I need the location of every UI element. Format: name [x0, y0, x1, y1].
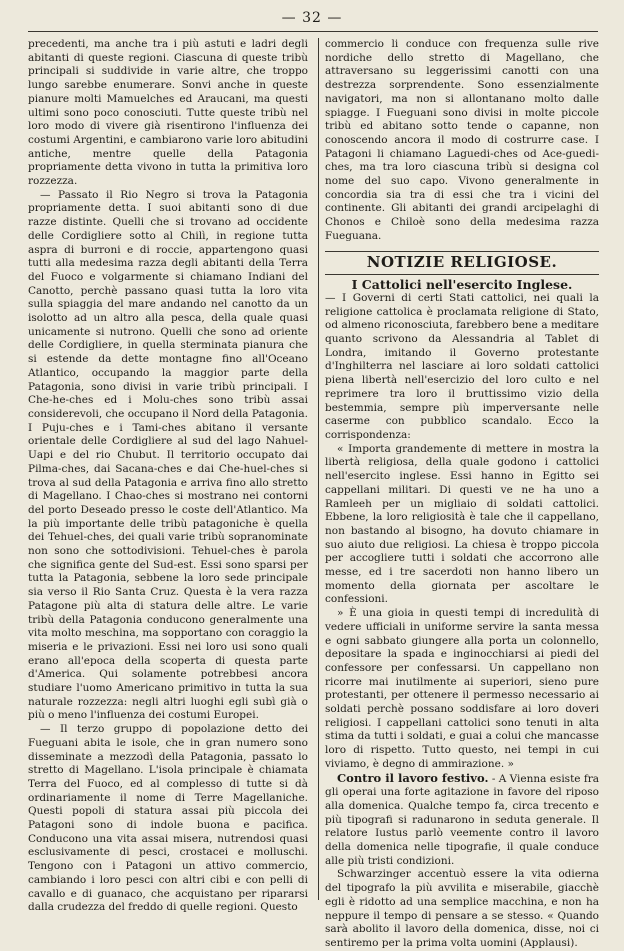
- header-rule: [28, 31, 598, 32]
- left-column: [28, 38, 308, 914]
- article1-paragraph-2: « Importa grandemente di mettere in mostra la libertà religiosa, della quale godono i cattolici nell'esercito inglese. Essi hanno in Egitto sei cappellani militari. Di questi ve ne ha uno a Ramleeh per un migliaio di soldati cattolici. Ebbene, la loro religiosità è tale che il cappellano, non bastando al bisogno, ha dovuto chiamare in suo aiuto due religiosi. La chiesa è troppo piccola per accogliere tutti i soldati che accorrono alle messe, ed i tre sacerdoti non hanno libero un momento della giornata per ascoltare le confessioni.: [325, 442, 599, 606]
- left-paragraph-1: precedenti, ma anche tra i più astuti e ladri degli abitanti di queste regioni. Ciascuna di queste tribù principali si suddivide in varie altre, che troppo lungo sarebbe enumerare. Sonvi anche in queste pianure molti Mamuelches ed Araucani, ma questi ultimi sono poco conosciuti. Tutte queste tribù nel loro modo di vivere già risentirono l'influenza dei costumi Argentini, e cambiarono varie loro abitudini antiche, mentre quelle della Patagonia propriamente detta vivono in tutta la primitiva loro rozzezza.: [28, 38, 308, 188]
- left-paragraph-2: — Passato il Rio Negro si trova la Patagonia propriamente detta. I suoi abitanti sono di due razze distinte. Quelli che si trovano ad occidente delle Cordigliere sotto al Chilì, in regione tutta aspra di burroni e di roccie, appartengono quasi tutti alla medesima razza degli abitanti della Terra del Fuoco e volgarmente si chiamano Indiani del Canotto, perchè passano quasi tutta la loro vita sulla spiaggia del mare andando nel canotto da un isolotto ad un altro alla pesca, della quale quasi unicamente si nutrono. Quelli che sono ad oriente delle Cordigliere, in quella sterminata pianura che si estende da dette montagne fino all'Oceano Atlantico, occupando la maggior parte della Patagonia, sono divisi in varie tribù principali. I Che-he-ches ed i Molu-ches sono tribù assai considerevoli, che occupano il Nord della Patagonia. I Puju-ches e i Tami-ches abitano il versante orientale delle Cordigliere al sud del lago Nahuel-Uapi e del rio Chubut. Il territorio occupato dai Pilma-ches, dai Sacana-ches e dai Che-huel-ches si trova al sud della Patagonia e arriva fino allo stretto di Magellano. I Chao-ches si mostrano nei contorni del porto Deseado presso le coste dell'Atlantico. Ma la più importante delle tribù patagoniche è quella dei Tehuel-ches, dei quali varie tribù sopranominate non sono che sottodivisioni. Tehuel-ches è parola che significa gente del Sud-est. Essi sono sparsi per tutta la Patagonia, sebbene la loro sede principale sia verso il Rio Santa Cruz. Questa è la vera razza Patagone più alta di statura delle altre. Le varie tribù della Patagonia conducono generalmente una vita molto meschina, ma sopportano con coraggio la miseria e le privazioni. Essi nei loro usi sono quali erano all'epoca della scoperta di questa parte d'America. Qui solamente potrebbesi ancora studiare l'uomo Americano primitivo in tutta la sua naturale rozzezza: negli altri luoghi egli subì già o più o meno l'influenza dei costumi Europei.: [28, 188, 308, 722]
- article2-lead-text: - A Vienna esiste fra gli operai una forte agitazione in favore del riposo alla domenica. Qualche tempo fa, circa trecento e più tipografi si radunarono in seduta generale. Il relatore Iustus parlò veemente contro il lavoro della domenica nelle tipografie, il quale conduce alle più tristi condizioni.: [325, 772, 600, 867]
- left-paragraph-3: — Il terzo gruppo di popolazione detto dei Fueguani abita le isole, che in gran numero sono disseminate a mezzodì della Patagonia, passato lo stretto di Magellano. L'isola principale è chiamata Terra del Fuoco, ed al complesso di tutte si dà ordinariamente il nome di Terre Magellaniche. Questi popoli di statura assai più piccola dei Patagoni sono di indole buona e pacifica. Conducono una vita assai misera, nutrendosi quasi esclusivamente di pesci, crostacei e molluschi. Tengono con i Patagoni un attivo commercio, cambiando i loro pesci con altri cibi e con pelli di cavallo e di guanaco, che acquistano per ripararsi dalla crudezza del freddo di quelle regioni. Questo: [28, 723, 308, 914]
- section-header: [325, 251, 599, 276]
- article1-paragraph-3: » È una gioia in questi tempi di incredulità di vedere ufficiali in uniforme servire la santa messa e ogni sabbato giungere alla porta un colonnello, depositare la spada e inginocchiarsi ai piedi del confessore per confessarsi. Un cappellano non ricorre mai inutilmente ai superiori, sieno pure protestanti, per ottenere il permesso necessario ai soldati perchè possano soddisfare ai loro doveri religiosi. I cappellani cattolici sono tenuti in alta stima da tutti i soldati, e guai a colui che mancasse loro di rispetto. Tutto questo, nei tempi in cui viviamo, è degno di ammirazione. »: [325, 607, 599, 770]
- article-title-lavoro-festivo: Contro il lavoro festivo.: [337, 770, 489, 785]
- section-title: NOTIZIE RELIGIOSE.: [366, 252, 558, 271]
- right-column: [318, 38, 600, 949]
- right-intro-paragraph: commercio li conduce con frequenza sulle rive nordiche dello stretto di Magellano, che attraversano su leggerissimi canotti con una destrezza sorprendente. Sono essenzialmente navigatori, ma non si allontanano molto dalle spiagge. I Fueguani sono divisi in molte piccole tribù ed abitano sotto tende o capanne, non conoscendo ancora il modo di costrurre case. I Patagoni li chiamano Laguedi-ches od Ace-guedi-ches, ma tra loro ciascuna tribù si designa col nome del suo capo. Vivono generalmente in concordia sia tra di essi che tra i vicini del continente. Gli abitanti dei grandi arcipelaghi di Chonos e Chiloè sono della medesima razza Fueguana.: [325, 38, 599, 242]
- page-number: — 32 —: [281, 10, 343, 26]
- article1-paragraph-1: — I Governi di certi Stati cattolici, nei quali la religione cattolica è proclamata religione di Stato, od almeno riconosciuta, farebbero bene a meditare quanto scrivono da Alessandria al Tablet di Londra, imitando il Governo protestante d'Inghilterra nel lasciare ai loro soldati cattolici piena libertà nell'esercizio del loro culto e nel reprimere tra loro il bruttissimo vizio della bestemmia, sempre più imperversante nelle caserme con pubblico scandalo. Ecco la corrispondenza:: [325, 291, 599, 441]
- article2-paragraph-2: Schwarzinger accentuò essere la vita odierna del tipografo la più avvilita e miserabile, giacchè egli è ridotto ad una semplice macchina, e non ha neppure il tempo di pensare a se stesso. « Quando sarà abolito il lavoro della domenica, disse, noi ci sentiremo per la prima volta uomini (Applausi).: [325, 868, 599, 949]
- article-title-cattolici: I Cattolici nell'esercito Inglese.: [351, 277, 573, 293]
- article2-paragraph-1: [325, 772, 599, 869]
